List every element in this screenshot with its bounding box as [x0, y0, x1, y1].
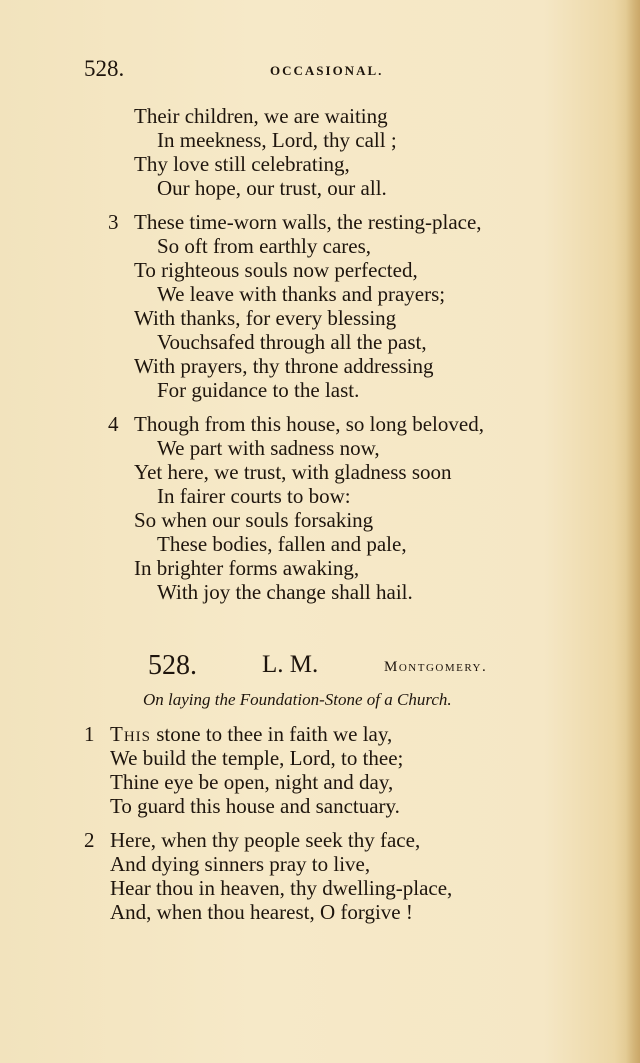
- hymn-meter: L. M.: [262, 651, 319, 678]
- stanza-number: 3: [108, 210, 119, 234]
- verse-line: We part with sadness now,: [157, 436, 380, 460]
- stanza-number: 1: [84, 722, 95, 746]
- hymn-heading: [0, 650, 640, 684]
- hymn-number: 528.: [148, 650, 197, 681]
- stanza-number: 2: [84, 828, 95, 852]
- verse-line: With prayers, thy throne addressing: [134, 354, 434, 378]
- verse-line: These bodies, fallen and pale,: [157, 532, 407, 556]
- verse-line: Our hope, our trust, our all.: [157, 176, 387, 200]
- verse-line: And, when thou hearest, O forgive !: [110, 900, 413, 924]
- verse-line: [110, 722, 392, 746]
- verse-line: We leave with thanks and prayers;: [157, 282, 446, 306]
- verse-line: In meekness, Lord, thy call ;: [157, 128, 397, 152]
- verse-line: Vouchsafed through all the past,: [157, 330, 427, 354]
- verse-line: Hear thou in heaven, thy dwelling-place,: [110, 876, 453, 900]
- verse-line: Yet here, we trust, with gladness soon: [134, 460, 452, 484]
- hymn-occasion: On laying the Foundation-Stone of a Church.: [143, 690, 452, 709]
- page-edge-shadow: [626, 0, 640, 1063]
- verse-line: Here, when thy people seek thy face,: [110, 828, 421, 852]
- verse-line: So when our souls forsaking: [134, 508, 374, 532]
- verse-line: With joy the change shall hail.: [157, 580, 413, 604]
- verse-line: Their children, we are waiting: [134, 104, 388, 128]
- verse-line: With thanks, for every blessing: [134, 306, 397, 330]
- verse-line: And dying sinners pray to live,: [110, 852, 371, 876]
- page-number: 528.: [84, 56, 125, 81]
- verse-line: In fairer courts to bow:: [157, 484, 351, 508]
- page-header: [0, 56, 640, 86]
- first-line-rest: stone to thee in faith we lay,: [151, 722, 393, 746]
- verse-line: For guidance to the last.: [157, 378, 360, 402]
- verse-line: We build the temple, Lord, to thee;: [110, 746, 404, 770]
- verse-line: Thine eye be open, night and day,: [110, 770, 394, 794]
- verse-line: In brighter forms awaking,: [134, 556, 360, 580]
- verse-line: To righteous souls now perfected,: [134, 258, 418, 282]
- first-word: This: [110, 722, 151, 746]
- verse-line: Thy love still celebrating,: [134, 152, 350, 176]
- stanza-number: 4: [108, 412, 119, 436]
- verse-line: So oft from earthly cares,: [157, 234, 372, 258]
- hymn-author: Montgomery.: [384, 659, 488, 675]
- verse-line: These time-worn walls, the resting-place,: [134, 210, 482, 234]
- verse-line: To guard this house and sanctuary.: [110, 794, 400, 818]
- verse-line: Though from this house, so long beloved,: [134, 412, 484, 436]
- running-title: OCCASIONAL.: [270, 63, 384, 78]
